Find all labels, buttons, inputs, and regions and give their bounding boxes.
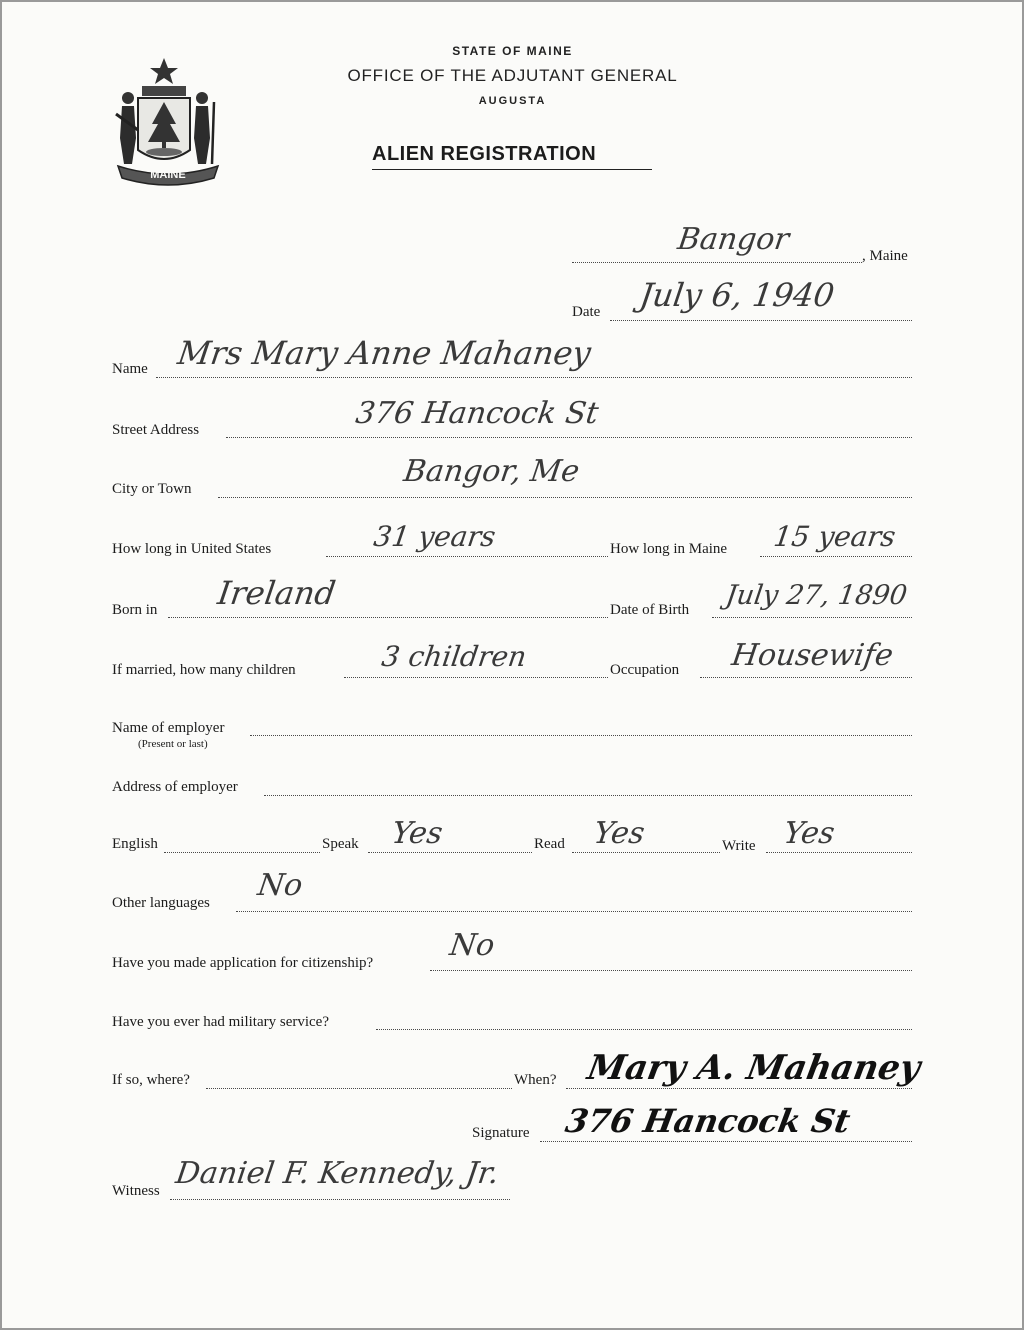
how-long-maine-value: 15 years [771, 520, 898, 553]
seal-text: MAINE [150, 169, 186, 181]
signature-name-value: Mary A. Mahaney [584, 1048, 924, 1088]
how-long-us-value: 31 years [371, 520, 498, 553]
name-line [156, 377, 912, 378]
children-line [344, 677, 608, 678]
city-value: Bangor, Me [401, 454, 582, 489]
name-label: Name [112, 361, 148, 377]
street-line [226, 437, 912, 438]
occupation-label: Occupation [610, 662, 680, 678]
date-of-birth-label: Date of Birth [610, 602, 690, 618]
date-of-birth-value: July 27, 1890 [723, 580, 910, 611]
write-line [766, 852, 912, 853]
military-label: Have you ever had military service? [112, 1014, 329, 1030]
english-label: English [112, 836, 158, 852]
office-heading: OFFICE OF THE ADJUTANT GENERAL [347, 66, 678, 85]
other-languages-label: Other languages [112, 895, 210, 911]
when-label: When? [514, 1072, 557, 1088]
city-heading: AUGUSTA [478, 95, 547, 107]
citizenship-line [430, 970, 912, 971]
employer-label: Name of employer [112, 720, 225, 736]
witness-label: Witness [112, 1183, 160, 1199]
signature-label: Signature [472, 1125, 530, 1141]
where-line [206, 1088, 512, 1089]
occupation-line [700, 677, 912, 678]
employer-address-line [264, 795, 912, 796]
name-value: Mrs Mary Anne Mahaney [175, 334, 594, 372]
how-long-us-line [326, 556, 608, 557]
other-languages-value: No [255, 868, 305, 903]
when-line [566, 1088, 912, 1089]
street-label: Street Address [112, 422, 200, 438]
other-languages-line [236, 911, 912, 912]
how-long-maine-line [760, 556, 912, 557]
how-long-us-label: How long in United States [112, 541, 272, 557]
employer-note: (Present or last) [138, 738, 208, 750]
date-label: Date [572, 304, 601, 320]
witness-value: Daniel F. Kennedy, Jr. [173, 1156, 502, 1191]
born-in-value: Ireland [215, 574, 338, 612]
state-seal-icon [112, 54, 224, 188]
born-in-label: Born in [112, 602, 158, 618]
street-value: 376 Hancock St [353, 396, 601, 431]
how-long-maine-label: How long in Maine [610, 541, 728, 557]
born-in-line [168, 617, 608, 618]
maine-label: , Maine [862, 248, 908, 264]
write-label: Write [722, 838, 756, 854]
form-title: ALIEN REGISTRATION [372, 143, 597, 165]
military-line [376, 1029, 912, 1030]
children-label: If married, how many children [112, 662, 296, 678]
date-value: July 6, 1940 [637, 276, 837, 314]
state-heading: STATE OF MAINE [452, 44, 573, 58]
place-line [572, 262, 862, 263]
speak-value: Yes [389, 816, 445, 851]
date-line [610, 320, 912, 321]
signature-address-value: 376 Hancock St [562, 1102, 854, 1140]
speak-line [368, 852, 532, 853]
read-label: Read [534, 836, 565, 852]
title-underline [372, 169, 652, 170]
english-line [164, 852, 320, 853]
speak-label: Speak [322, 836, 359, 852]
city-line [218, 497, 912, 498]
city-label: City or Town [112, 481, 192, 497]
read-value: Yes [591, 816, 647, 851]
occupation-value: Housewife [729, 638, 896, 673]
citizenship-value: No [447, 928, 497, 963]
write-value: Yes [781, 816, 837, 851]
witness-line [170, 1199, 510, 1200]
where-label: If so, where? [112, 1072, 190, 1088]
read-line [572, 852, 720, 853]
place-value: Bangor [675, 222, 792, 257]
date-of-birth-line [712, 617, 912, 618]
employer-line [250, 735, 912, 736]
employer-address-label: Address of employer [112, 779, 238, 795]
children-value: 3 children [379, 640, 529, 673]
citizenship-label: Have you made application for citizenship? [112, 955, 374, 971]
signature-line [540, 1141, 912, 1142]
